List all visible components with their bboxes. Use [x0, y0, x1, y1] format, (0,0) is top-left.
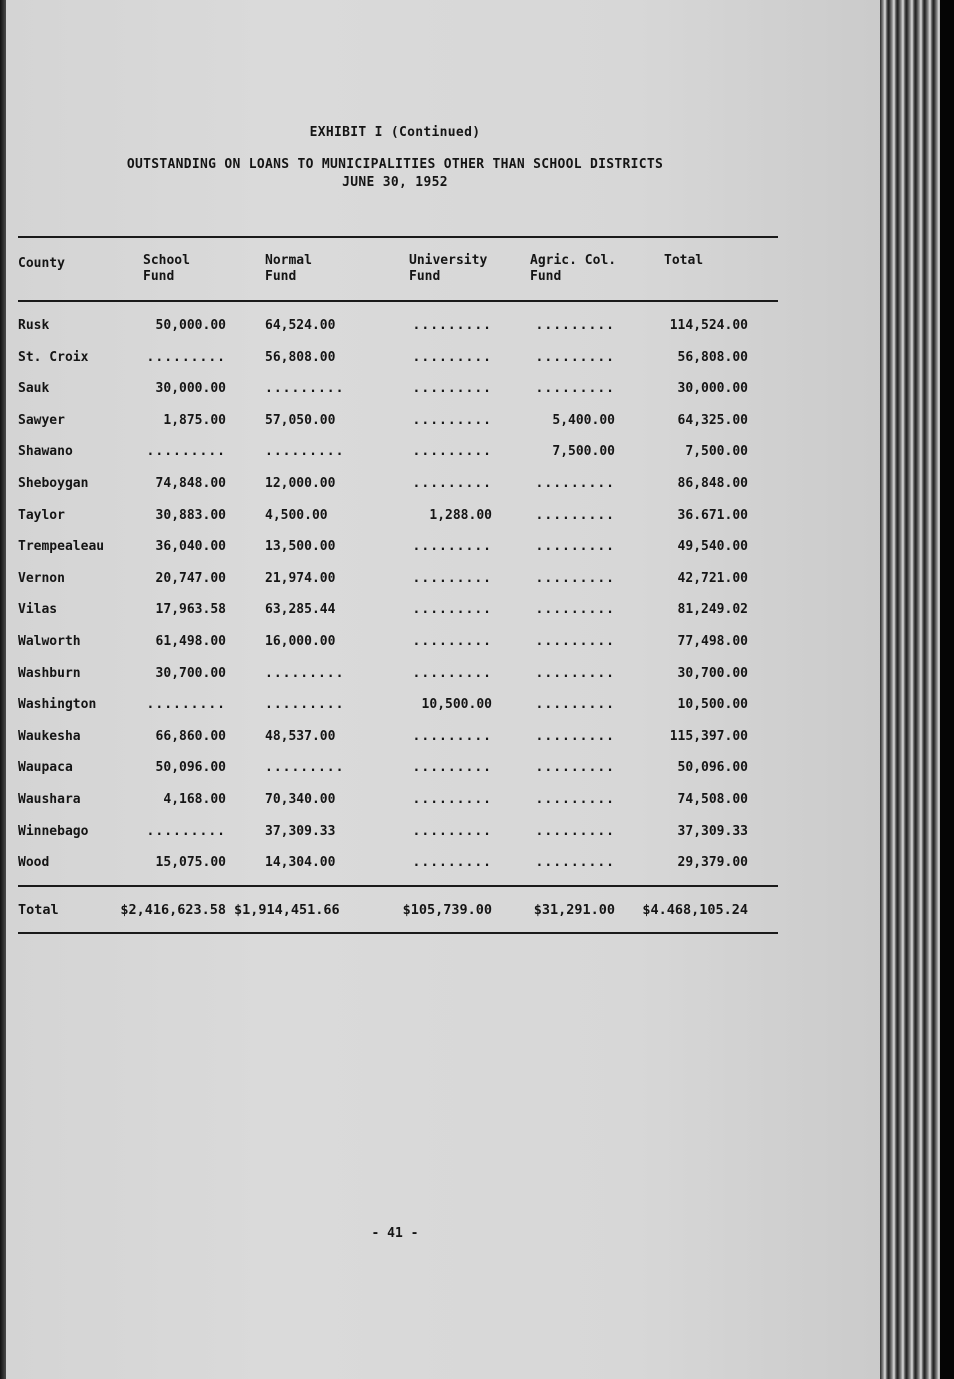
cell-total: 114,524.00	[669, 318, 748, 333]
cell-normal: .........	[265, 444, 345, 460]
cell-county: Vernon	[18, 570, 65, 586]
cell-normal: 37,309.33	[265, 823, 336, 839]
cell-county: Shawano	[18, 444, 73, 460]
table-row	[0, 476, 780, 496]
cell-school: 20,747.00	[155, 570, 226, 586]
cell-univ: 1,288.00	[429, 507, 492, 523]
table-row	[0, 571, 780, 591]
total-agric-col-fund: $31,291.00	[533, 902, 615, 918]
cell-county: Sauk	[18, 381, 50, 397]
total-label: Total	[18, 902, 59, 918]
header-school-fund: School Fund	[143, 253, 190, 284]
cell-county: Sawyer	[18, 412, 65, 428]
cell-school: 1,875.00	[163, 412, 226, 428]
cell-total: 49,540.00	[677, 539, 748, 555]
cell-county: Trempealeau	[18, 539, 105, 555]
cell-agric: .........	[535, 855, 615, 871]
cell-univ: .........	[412, 349, 492, 365]
cell-school: 30,700.00	[155, 665, 226, 681]
cell-school: 30,883.00	[155, 507, 226, 523]
cell-school: 17,963.58	[155, 602, 226, 618]
cell-normal: 57,050.00	[265, 412, 336, 428]
cell-total: 10,500.00	[677, 697, 748, 713]
cell-univ: .........	[412, 728, 492, 744]
cell-county: Waukesha	[18, 728, 81, 744]
cell-total: 36.671.00	[677, 507, 748, 523]
total-bottom-rule	[18, 932, 778, 934]
table-row	[0, 634, 780, 654]
table-row	[0, 602, 780, 622]
cell-school: 15,075.00	[155, 855, 226, 871]
cell-normal: 16,000.00	[265, 634, 336, 649]
table-subtitle: OUTSTANDING ON LOANS TO MUNICIPALITIES OTHER THAN SCHOOL DISTRICTS	[126, 157, 664, 172]
cell-univ: .........	[412, 855, 492, 871]
cell-school: 61,498.00	[155, 634, 226, 649]
cell-univ: .........	[412, 539, 492, 555]
cell-agric: .........	[535, 570, 615, 586]
cell-county: Taylor	[18, 507, 65, 523]
cell-county: Walworth	[18, 634, 81, 649]
cell-normal: 56,808.00	[265, 349, 336, 365]
cell-univ: .........	[412, 823, 492, 839]
cell-agric: .........	[535, 507, 615, 523]
cell-agric: .........	[535, 728, 615, 744]
cell-total: 30,000.00	[677, 381, 748, 397]
cell-school: 4,168.00	[163, 792, 226, 807]
cell-county: Wood	[18, 855, 50, 871]
cell-agric: .........	[535, 697, 615, 713]
table-row	[0, 792, 780, 812]
page-number: - 41 -	[371, 1226, 419, 1241]
cell-county: Vilas	[18, 602, 58, 618]
cell-univ: .........	[412, 381, 492, 397]
cell-total: 77,498.00	[677, 634, 748, 649]
table-row	[0, 381, 780, 401]
cell-agric: 7,500.00	[552, 444, 615, 460]
cell-normal: .........	[265, 760, 345, 776]
cell-agric: .........	[535, 634, 615, 649]
cell-school: 66,860.00	[155, 728, 226, 744]
cell-school: .........	[146, 444, 226, 460]
cell-total: 30,700.00	[677, 665, 748, 681]
cell-agric: .........	[535, 318, 615, 333]
table-row	[0, 413, 780, 433]
total-row	[0, 902, 780, 922]
cell-county: Washington	[18, 697, 97, 713]
header-bottom-rule	[18, 300, 778, 302]
total-top-rule	[18, 885, 778, 887]
cell-agric: .........	[535, 760, 615, 776]
cell-agric: .........	[535, 349, 615, 365]
cell-total: 56,808.00	[677, 349, 748, 365]
table-row	[0, 729, 780, 749]
table-row	[0, 444, 780, 464]
cell-agric: .........	[535, 792, 615, 807]
cell-univ: .........	[412, 634, 492, 649]
table-row	[0, 697, 780, 717]
table-row	[0, 350, 780, 370]
cell-county: Washburn	[18, 665, 81, 681]
table-row	[0, 539, 780, 559]
cell-univ: .........	[412, 412, 492, 428]
cell-total: 29,379.00	[677, 855, 748, 871]
cell-school: .........	[146, 823, 226, 839]
cell-normal: .........	[265, 381, 345, 397]
cell-normal: 63,285.44	[265, 602, 336, 618]
cell-univ: .........	[412, 792, 492, 807]
cell-county: Rusk	[18, 318, 50, 333]
table-row	[0, 760, 780, 780]
cell-normal: 4,500.00	[265, 507, 328, 523]
background-shadow	[940, 0, 954, 1379]
cell-normal: 64,524.00	[265, 318, 336, 333]
cell-agric: .........	[535, 823, 615, 839]
total-university-fund: $105,739.00	[402, 902, 492, 918]
header-total: Total	[664, 253, 704, 268]
cell-school: 36,040.00	[155, 539, 226, 555]
total-school-fund: $2,416,623.58	[120, 902, 226, 918]
cell-univ: .........	[412, 444, 492, 460]
total-grand-total: $4.468,105.24	[642, 902, 748, 918]
table-row	[0, 508, 780, 528]
cell-univ: .........	[412, 318, 492, 333]
cell-school: 74,848.00	[155, 476, 226, 491]
cell-school: .........	[146, 697, 226, 713]
cell-school: 50,096.00	[155, 760, 226, 776]
cell-normal: 21,974.00	[265, 570, 336, 586]
cell-school: .........	[146, 349, 226, 365]
page-binding	[0, 0, 6, 1379]
cell-normal: 48,537.00	[265, 728, 336, 744]
cell-school: 30,000.00	[155, 381, 226, 397]
total-normal-fund: $1,914,451.66	[234, 902, 340, 918]
cell-normal: 70,340.00	[265, 792, 336, 807]
header-normal-fund: Normal Fund	[265, 253, 312, 284]
cell-county: Winnebago	[18, 823, 89, 839]
cell-agric: .........	[535, 539, 615, 555]
cell-county: Sheboygan	[18, 476, 89, 491]
cell-agric: .........	[535, 381, 615, 397]
cell-total: 50,096.00	[677, 760, 748, 776]
cell-agric: .........	[535, 602, 615, 618]
cell-univ: 10,500.00	[421, 697, 492, 713]
cell-county: St. Croix	[18, 349, 89, 365]
header-county: County	[18, 256, 65, 271]
table-row	[0, 318, 780, 338]
cell-normal: .........	[265, 665, 345, 681]
cell-county: Waushara	[18, 792, 81, 807]
cell-univ: .........	[412, 760, 492, 776]
exhibit-title: EXHIBIT I (Continued)	[309, 125, 481, 140]
cell-total: 42,721.00	[677, 570, 748, 586]
header-university-fund: University Fund	[409, 253, 488, 284]
cell-agric: .........	[535, 665, 615, 681]
cell-univ: .........	[412, 665, 492, 681]
cell-univ: .........	[412, 570, 492, 586]
cell-normal: 14,304.00	[265, 855, 336, 871]
cell-normal: 12,000.00	[265, 476, 336, 491]
table-date: JUNE 30, 1952	[342, 175, 448, 190]
cell-county: Waupaca	[18, 760, 73, 776]
cell-total: 81,249.02	[677, 602, 748, 618]
cell-normal: .........	[265, 697, 345, 713]
cell-total: 37,309.33	[677, 823, 748, 839]
cell-agric: 5,400.00	[552, 412, 615, 428]
cell-agric: .........	[535, 476, 615, 491]
cell-school: 50,000.00	[155, 318, 226, 333]
cell-univ: .........	[412, 476, 492, 491]
cell-total: 86,848.00	[677, 476, 748, 491]
table-row	[0, 666, 780, 686]
table-row	[0, 824, 780, 844]
header-agric-col-fund: Agric. Col. Fund	[530, 253, 617, 284]
cell-normal: 13,500.00	[265, 539, 336, 555]
cell-total: 115,397.00	[669, 728, 748, 744]
table-top-rule	[18, 236, 778, 238]
cell-total: 64,325.00	[677, 412, 748, 428]
cell-total: 7,500.00	[685, 444, 748, 460]
table-row	[0, 855, 780, 875]
cell-total: 74,508.00	[677, 792, 748, 807]
cell-univ: .........	[412, 602, 492, 618]
